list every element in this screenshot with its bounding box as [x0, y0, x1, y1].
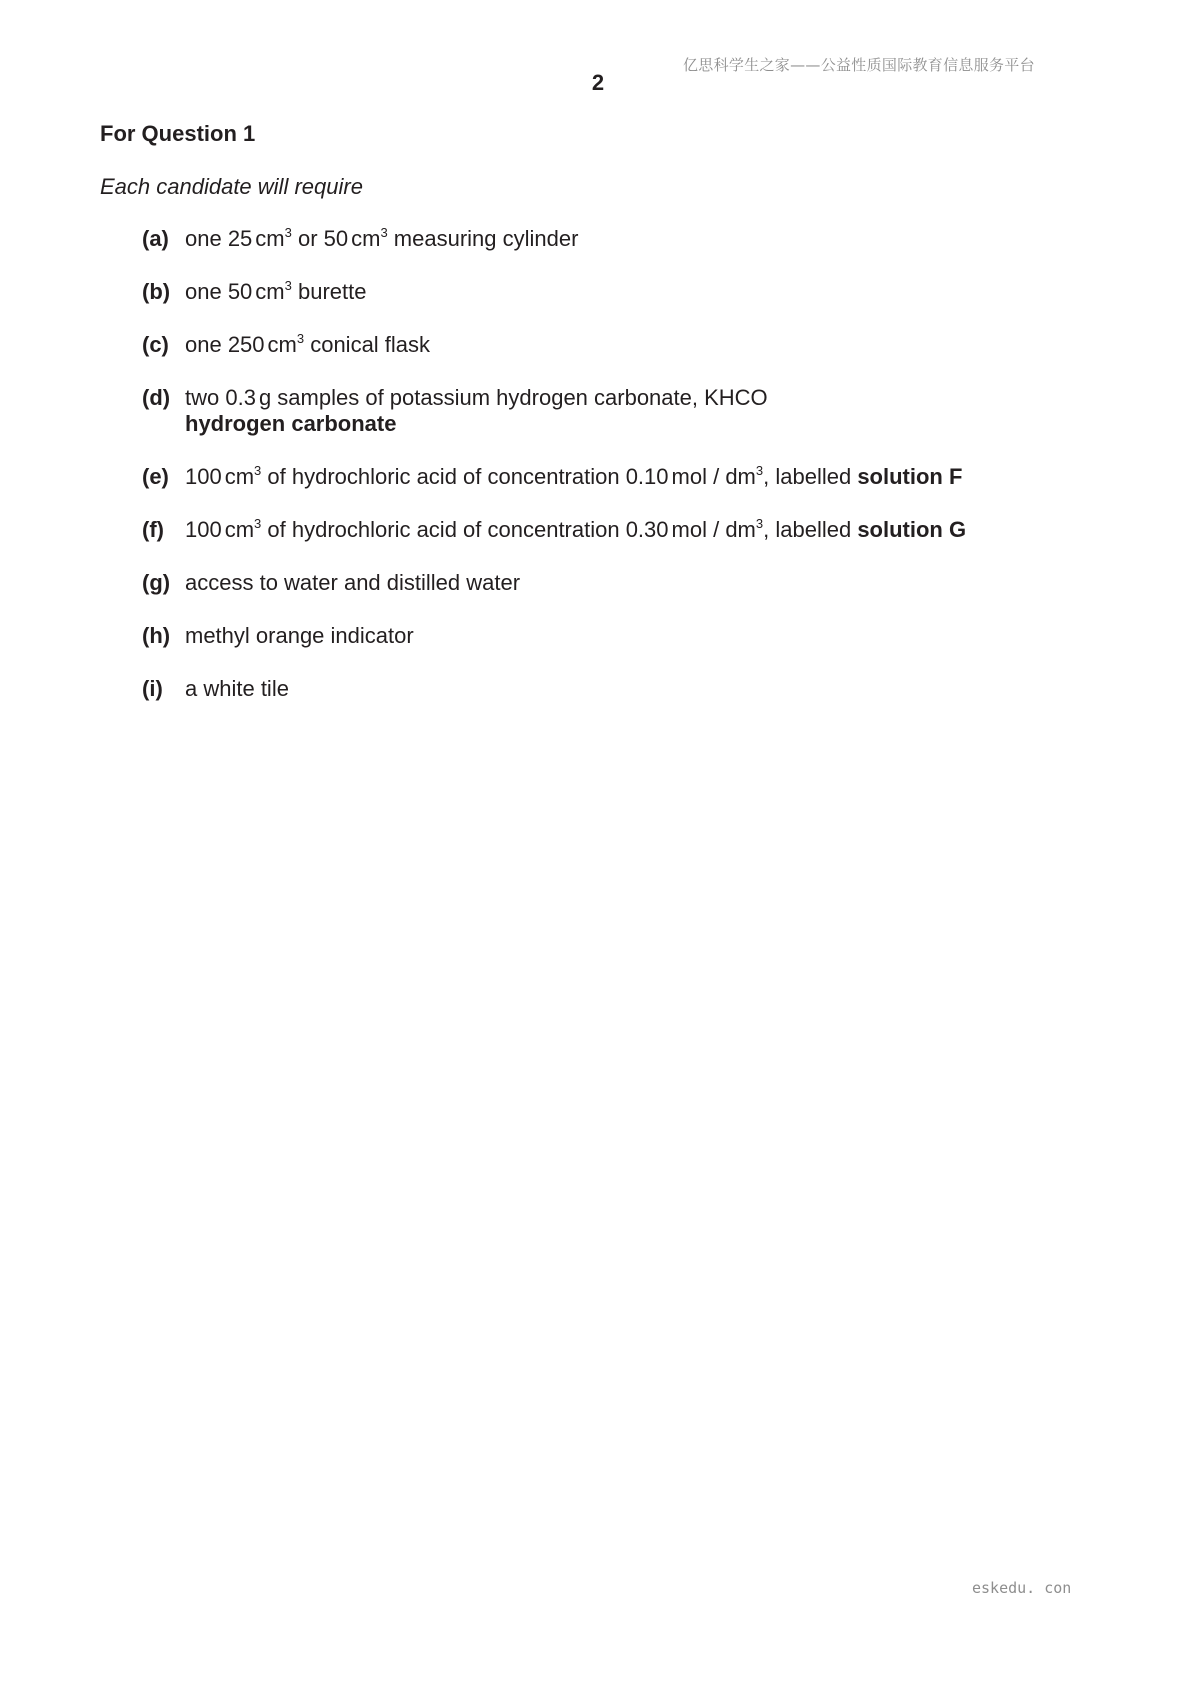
item-text: access to water and distilled water	[185, 570, 521, 595]
item-text: a white tile	[185, 676, 289, 701]
intro-text: Each candidate will require	[100, 174, 363, 199]
item-label: (a)	[142, 226, 169, 251]
item-label: (e)	[142, 464, 169, 489]
item-text: methyl orange indicator	[185, 623, 414, 648]
item-label: (f)	[142, 517, 164, 542]
item-label: (h)	[142, 623, 171, 648]
item-label: (g)	[142, 570, 171, 595]
watermark-footer: eskedu. con	[972, 1579, 1072, 1597]
item-label: (b)	[142, 279, 171, 304]
watermark-header: 亿思科学生之家——公益性质国际教育信息服务平台	[683, 56, 1035, 74]
item-text: one 25 $cm^3$ or 50 $cm^3$ measuring cylinder	[185, 225, 579, 251]
item-text-line2: hydrogen carbonate	[185, 411, 397, 436]
item-text: 100 $cm^3$ of hydrochloric acid of concentration 0.10 mol / $dm^3$, labelled solution F	[185, 463, 963, 489]
item-text: one 50 $cm^3$ burette	[185, 278, 367, 304]
item-text: two 0.3 g samples of potassium hydrogen carbonate, KHCO hydrogen carbonate	[185, 385, 768, 436]
item-label: (c)	[142, 332, 169, 357]
question-heading: For Question 1	[100, 121, 256, 146]
page-number: 2	[591, 70, 605, 95]
item-text: 100 $cm^3$ of hydrochloric acid of concentration 0.30 mol / $dm^3$, labelled solution G	[185, 516, 967, 542]
item-label: (i)	[142, 676, 163, 701]
item-text: one 250 $cm^3$ conical flask	[185, 331, 431, 357]
item-label: (d)	[142, 385, 171, 410]
